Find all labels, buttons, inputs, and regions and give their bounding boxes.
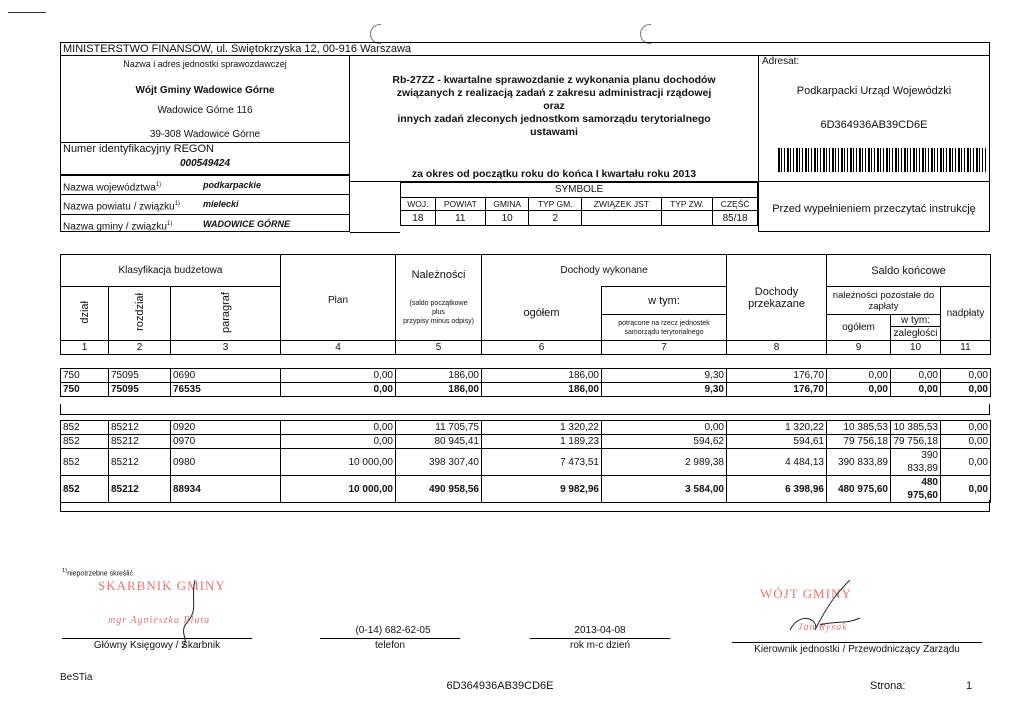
- naleznosci-note-2: plus: [432, 309, 445, 316]
- top-mark: [8, 12, 46, 13]
- sym-value: 85/18: [713, 211, 758, 226]
- table-cell: 4 484,13: [727, 449, 827, 476]
- footer-code: 6D364936AB39CD6E: [446, 680, 554, 692]
- table-cell: 750: [61, 369, 109, 383]
- table-cell: 186,00: [482, 383, 602, 397]
- table-cell: 85212: [109, 421, 171, 435]
- table-row: [61, 421, 991, 435]
- instruction-note: Przed wypełnieniem przeczytać instrukcję: [772, 203, 976, 215]
- table-cell: 186,00: [482, 369, 602, 383]
- paragraf-label: paragraf: [219, 291, 232, 333]
- symbole: [400, 182, 758, 226]
- stamp-wojt-name: Jan Rysak: [798, 622, 848, 633]
- footnote-sup: 1): [166, 221, 173, 227]
- sig-label-right: Kierownik jednostki / Przewodniczący Zarządu: [754, 644, 960, 655]
- table-cell: 0,00: [827, 383, 891, 397]
- table-row: [61, 383, 991, 397]
- table-cell: 0,00: [941, 435, 991, 449]
- unit-name: Wójt Gminy Wadowice Górne: [135, 85, 275, 96]
- table-cell: 85212: [109, 435, 171, 449]
- title-line-3: oraz: [543, 100, 565, 112]
- table-cell: 2 989,38: [602, 449, 727, 476]
- footnote-text: niepotrzebne skreślić: [67, 570, 133, 578]
- dochody-przekazane-2: przekazane: [748, 297, 805, 310]
- table-cell: 852: [61, 421, 109, 435]
- bestia-label: BeSTia: [60, 672, 93, 683]
- table-cell: 88934: [171, 476, 281, 503]
- title-line-2: związanych z realizacją zadań z zakresu administracji rządowej: [396, 87, 712, 99]
- table-cell: 398 307,40: [396, 449, 482, 476]
- colnum: 10: [891, 341, 941, 355]
- table-cell: 176,70: [727, 383, 827, 397]
- table-cell: 750: [61, 383, 109, 397]
- dochody-przekazane-header: [727, 255, 827, 341]
- table-cell: 10 000,00: [281, 449, 396, 476]
- adresat-name: Podkarpacki Urząd Wojewódzki: [796, 85, 952, 97]
- nadplaty-header: nadpłaty: [941, 287, 991, 341]
- table-cell: 0,00: [941, 369, 991, 383]
- table-cell: 594,61: [727, 435, 827, 449]
- strona-label: Strona:: [870, 680, 906, 692]
- title-line-1: Rb-27ZZ - kwartalne sprawozdanie z wykonania planu dochodów: [392, 74, 716, 86]
- table-row: [61, 435, 991, 449]
- table-cell: 0,00: [602, 421, 727, 435]
- ogolem-header: ogółem: [482, 287, 602, 341]
- unit-label: Nazwa i adres jednostki sprawozdawczej: [123, 59, 287, 69]
- table-cell: 10 385,53: [891, 421, 941, 435]
- table-cell: 480 975,60: [891, 476, 941, 503]
- stamp-skarbnik: SKARBNIK GMINY: [98, 578, 226, 593]
- table-cell: 9,30: [602, 369, 727, 383]
- title-box: [350, 55, 758, 182]
- table-cell: 76535: [171, 383, 281, 397]
- table-cell: 0,00: [941, 449, 991, 476]
- table-cell: 0690: [171, 369, 281, 383]
- table-cell: 85212: [109, 476, 171, 503]
- table-cell: 9 982,96: [482, 476, 602, 503]
- sym-value: [582, 211, 662, 226]
- colnum: 6: [482, 341, 602, 355]
- table-cell: 3 584,00: [602, 476, 727, 503]
- table-cell: 11 705,75: [396, 421, 482, 435]
- table-cell: 390 833,89: [827, 449, 891, 476]
- gmina-label-text: Nazwa gminy / związku: [63, 221, 167, 233]
- unit-address-2: 39-308 Wadowice Górne: [149, 129, 261, 140]
- punch-hole: [640, 24, 651, 44]
- dzial-header: [61, 287, 109, 341]
- table-cell: 9,30: [602, 383, 727, 397]
- colnum: 9: [827, 341, 891, 355]
- gmina-value: WADOWICE GÓRNE: [203, 219, 290, 229]
- regon-label: Numer identyfikacyjny REGON: [61, 142, 349, 155]
- sym-value: 10: [485, 211, 529, 226]
- sym-header: GMINA: [485, 198, 529, 211]
- paragraf-header: [171, 287, 281, 341]
- dzial-label: dział: [78, 300, 91, 324]
- sym-header: WOJ.: [401, 198, 436, 211]
- adresat-code: 6D364936AB39CD6E: [820, 119, 928, 131]
- table-cell: 0,00: [281, 383, 396, 397]
- ministry-header: MINISTERSTWO FINANSÓW, ul. Świętokrzyska 12, 00-916 Warszawa: [60, 42, 990, 55]
- sig-line-date: [530, 638, 670, 639]
- potracone-header: [602, 315, 727, 341]
- naleznosci-header: [396, 255, 482, 341]
- klasyfikacja-header: Klasyfikacja budżetowa: [61, 255, 281, 287]
- sym-header: TYP GM.: [529, 198, 582, 211]
- powiat-value: mielecki: [203, 199, 239, 209]
- instruction-box: [758, 182, 990, 232]
- potracone-1: potrącone na rzecz jednostek: [618, 319, 710, 327]
- table-cell: 852: [61, 449, 109, 476]
- table-cell: 0980: [171, 449, 281, 476]
- colnum: 4: [281, 341, 396, 355]
- table-cell: 75095: [109, 383, 171, 397]
- data-group-2: [60, 420, 991, 503]
- table-cell: 490 958,56: [396, 476, 482, 503]
- w-tym-header: w tym:: [602, 287, 727, 315]
- ogolem2-header: ogółem: [827, 315, 891, 341]
- table-cell: 0,00: [281, 369, 396, 383]
- table-cell: 1 189,23: [482, 435, 602, 449]
- adresat-label: Adresat:: [762, 56, 800, 67]
- rozdzial-label: rozdział: [133, 293, 146, 331]
- table-cell: 176,70: [727, 369, 827, 383]
- colnum: 7: [602, 341, 727, 355]
- date-label: rok m-c dzień: [569, 640, 630, 651]
- stamp-skarbnik-name: mgr Agnieszka Pluta: [108, 615, 211, 626]
- sig-line-phone: [320, 638, 460, 639]
- rozdzial-header: [109, 287, 171, 341]
- strona-value: 1: [966, 680, 973, 692]
- potracone-2: samorządu terytorialnego: [624, 328, 704, 336]
- group-separator: [60, 404, 990, 415]
- colnum: 11: [941, 341, 991, 355]
- period: za okres od początku roku do końca I kwartału roku 2013: [411, 168, 697, 180]
- colnum: 2: [109, 341, 171, 355]
- symbole-table: [400, 197, 758, 226]
- nal-pozostale-header: [827, 287, 941, 315]
- dochody-przekazane-1: Dochody: [754, 285, 799, 298]
- sig-label-left: Główny Księgowy / Skarbnik: [93, 640, 221, 651]
- saldo-header: Saldo końcowe: [827, 255, 991, 287]
- table-cell: 390 833,89: [891, 449, 941, 476]
- footnote-sup: 1): [155, 182, 162, 188]
- table-cell: 0,00: [827, 369, 891, 383]
- table-row: [61, 369, 991, 383]
- wojewodztwo-label-text: Nazwa województwa: [63, 182, 156, 194]
- table-cell: 852: [61, 476, 109, 503]
- data-group-1: [60, 368, 991, 397]
- naleznosci-note-1: (saldo początkowe: [409, 300, 468, 307]
- sym-value: 2: [529, 211, 582, 226]
- table-cell: 85212: [109, 449, 171, 476]
- wojewodztwo-value: podkarpackie: [203, 180, 262, 190]
- table-cell: 186,00: [396, 369, 482, 383]
- table-cell: 0,00: [281, 421, 396, 435]
- unit-address-1: Wadowice Górne 116: [157, 105, 253, 116]
- table-cell: 0,00: [891, 383, 941, 397]
- table-cell: 10 385,53: [827, 421, 891, 435]
- regon-value: 000549424: [179, 158, 231, 169]
- unit-box: [60, 55, 350, 175]
- gmina-label: [61, 215, 203, 233]
- signature-right: [780, 580, 880, 640]
- colnum: 8: [727, 341, 827, 355]
- table-cell: 80 945,41: [396, 435, 482, 449]
- table-row: [61, 449, 991, 476]
- names-box: [60, 175, 350, 232]
- naleznosci-title: Należności: [411, 269, 466, 281]
- colnum: 1: [61, 341, 109, 355]
- sym-header: TYP ZW.: [661, 198, 712, 211]
- barcode: [778, 148, 986, 172]
- table-cell: 79 756,18: [827, 435, 891, 449]
- nal-pozostale-1: należności pozostałe do: [832, 289, 935, 301]
- plan-header: Plan: [281, 255, 396, 341]
- table-cell: 79 756,18: [891, 435, 941, 449]
- table-cell: 0,00: [891, 369, 941, 383]
- dochody-wykonane-header: Dochody wykonane: [482, 255, 727, 287]
- phone: (0-14) 682-62-05: [355, 625, 431, 636]
- table-cell: 594,62: [602, 435, 727, 449]
- footnote: [62, 568, 133, 577]
- symbole-title: SYMBOLE: [400, 182, 758, 197]
- table-bottom: [60, 500, 990, 512]
- table-cell: 1 320,22: [727, 421, 827, 435]
- sym-value: 11: [435, 211, 485, 226]
- table-header: [60, 254, 991, 355]
- table-cell: 75095: [109, 369, 171, 383]
- date: 2013-04-08: [574, 625, 626, 636]
- table-cell: 0,00: [941, 421, 991, 435]
- sig-line-left: [62, 638, 252, 639]
- punch-hole: [370, 24, 381, 44]
- sym-header: ZWIĄZEK JST: [582, 198, 662, 211]
- table-cell: 186,00: [396, 383, 482, 397]
- colnum: 5: [396, 341, 482, 355]
- sym-header: POWIAT: [435, 198, 485, 211]
- zaleglosci-header: zaległości: [891, 327, 941, 341]
- footnote-sup: 1): [62, 568, 68, 574]
- table-cell: 0,00: [941, 476, 991, 503]
- nal-pozostale-2: zapłaty: [868, 300, 899, 312]
- wojewodztwo-label: [61, 176, 203, 194]
- powiat-label: [61, 195, 203, 214]
- powiat-label-text: Nazwa powiatu / związku: [63, 201, 175, 213]
- table-cell: 0,00: [941, 383, 991, 397]
- table-cell: 6 398,96: [727, 476, 827, 503]
- phone-label: telefon: [374, 640, 406, 651]
- table-cell: 10 000,00: [281, 476, 396, 503]
- sym-header: CZĘŚĆ: [713, 198, 758, 211]
- footnote-sup: 1): [174, 201, 181, 207]
- stamp-wojt: WÓJT GMINY: [760, 586, 852, 601]
- table-cell: 0970: [171, 435, 281, 449]
- naleznosci-note-3: przypisy minus odpisy): [403, 318, 474, 325]
- table-cell: 0920: [171, 421, 281, 435]
- title-line-5: ustawami: [530, 126, 578, 138]
- table-cell: 852: [61, 435, 109, 449]
- table-cell: 7 473,51: [482, 449, 602, 476]
- table-cell: 1 320,22: [482, 421, 602, 435]
- table-cell: 0,00: [281, 435, 396, 449]
- w-tym2-header: w tym:: [891, 315, 941, 327]
- title-line-4: innych zadań zleconych jednostkom samorządu terytorialnego: [397, 113, 711, 125]
- table-cell: 480 975,60: [827, 476, 891, 503]
- sig-line-right: [732, 642, 982, 643]
- symbole-spacer: [350, 182, 400, 233]
- colnum: 3: [171, 341, 281, 355]
- sym-value: 18: [401, 211, 436, 226]
- table-row: [61, 476, 991, 503]
- sym-value: [661, 211, 712, 226]
